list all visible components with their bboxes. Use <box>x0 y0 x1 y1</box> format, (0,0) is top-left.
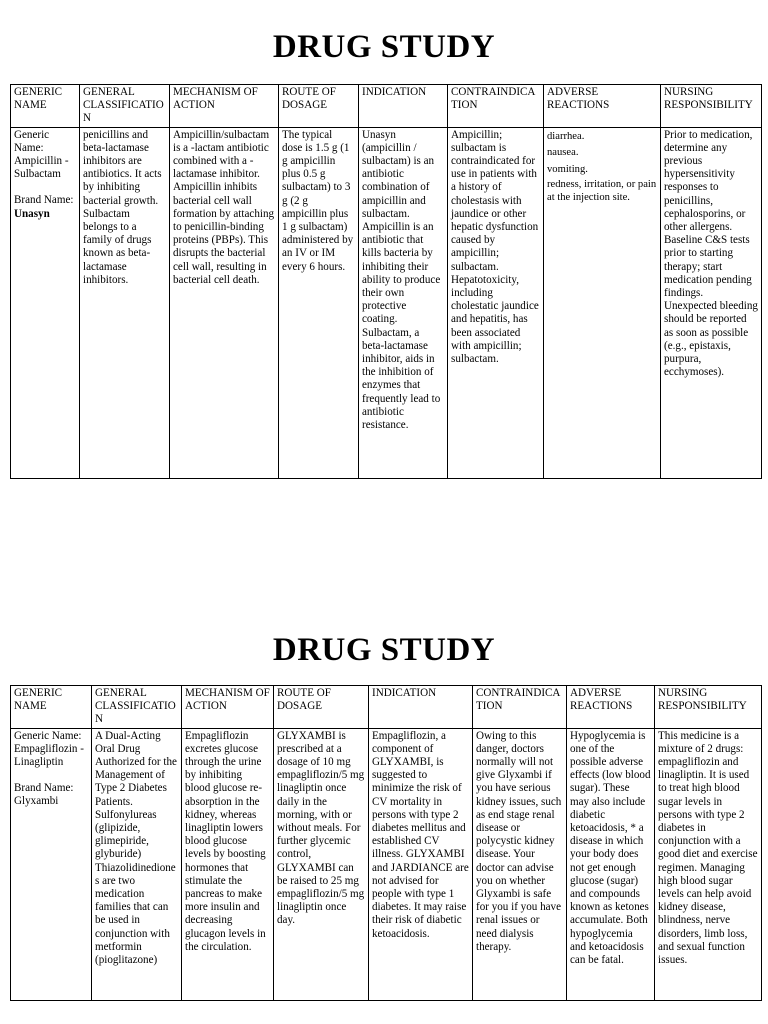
brand-name-value: Glyxambi <box>14 795 59 808</box>
cell-generic-name <box>11 728 92 1000</box>
header-generic-name: GENERIC NAME <box>11 686 92 729</box>
brand-name-label: Brand Name: <box>14 194 74 207</box>
header-adverse: ADVERSE REACTIONS <box>544 85 661 128</box>
header-mechanism: MECHANISM OF ACTION <box>170 85 279 128</box>
cell-classification: penicillins and beta-lactamase inhibitors are antibiotics. It acts by inhibiting bacterial growth. Sulbactam belongs to a family of drugs known as beta-lactamase inhibitors. <box>80 127 170 478</box>
header-nursing: NURSING RESPONSIBILITY <box>655 686 762 729</box>
header-classification: GENERAL CLASSIFICATION <box>80 85 170 128</box>
drug-study-table <box>10 84 762 479</box>
header-indication: INDICATION <box>359 85 448 128</box>
cell-generic-name <box>11 127 80 478</box>
adverse-item: vomiting. <box>547 163 588 175</box>
header-mechanism: MECHANISM OF ACTION <box>182 686 274 729</box>
cell-indication: Unasyn (ampicillin / sulbactam) is an antibiotic combination of ampicillin and sulbactam. Ampicillin is an antibiotic that kills bacteria by inhibiting their ability to produce their own protective coating. Sulbactam, a beta-lactamase inhibitor, aids in the inhibition of enzymes that frequently lead to antibiotic resistance. <box>359 127 448 478</box>
header-route: ROUTE OF DOSAGE <box>274 686 369 729</box>
brand-name-value: Unasyn <box>14 207 50 220</box>
cell-nursing: This medicine is a mixture of 2 drugs: empagliflozin and linagliptin. It is used to treat high blood sugar levels in persons with type 2 diabetes in conjunction with a good diet and exercise regimen. Managing high blood sugar levels can help avoid kidney disease, blindness, nerve disorders, limb loss, and sexual function issues. <box>655 728 762 1000</box>
header-generic-name: GENERIC NAME <box>11 85 80 128</box>
cell-classification: A Dual-Acting Oral Drug Authorized for the Management of Type 2 Diabetes Patients. Sulfonylureas (glipizide, glimepiride, glyburide) Thiazolidinediones are two medication families that can be used in conjunction with metformin (pioglitazone) <box>92 728 182 1000</box>
cell-indication: Empagliflozin, a component of GLYXAMBI, is suggested to minimize the risk of CV mortality in persons with type 2 diabetes mellitus and established CV illness. GLYXAMBI and JARDIANCE are not advised for people with type 1 diabetes. It may raise their risk of diabetic ketoacidosis. <box>369 728 473 1000</box>
header-contraindication: CONTRAINDICATION <box>448 85 544 128</box>
header-row <box>11 686 762 729</box>
cell-contraindication: Owing to this danger, doctors normally will not give Glyxambi if you have serious kidney issues, such as end stage renal disease or polycystic kidney disease. Your doctor can advise you on whether Glyxambi is safe for you if you have renal issues or need dialysis therapy. <box>473 728 567 1000</box>
header-contraindication: CONTRAINDICATION <box>473 686 567 729</box>
adverse-item: nausea. <box>547 147 579 159</box>
generic-name-text: Generic Name: Ampicillin - Sulbactam <box>14 128 69 181</box>
page-title: DRUG STUDY <box>272 632 496 668</box>
cell-mechanism: Ampicillin/sulbactam is a -lactam antibiotic combined with a -lactamase inhibitor. Ampicillin inhibits bacterial cell wall formation by attaching to penicillin-binding proteins (PBPs). This disrupts the bacterial cell wall, resulting in bacterial cell death. <box>170 127 279 478</box>
cell-adverse <box>544 127 661 478</box>
generic-name-text: Generic Name: Empagliflozin - Linagliptin <box>14 729 84 769</box>
header-indication: INDICATION <box>369 686 473 729</box>
header-route: ROUTE OF DOSAGE <box>279 85 359 128</box>
header-adverse: ADVERSE REACTIONS <box>567 686 655 729</box>
cell-contraindication: Ampicillin; sulbactam is contraindicated for use in patients with a history of cholestasis with jaundice or other hepatic dysfunction caused by ampicillin; sulbactam. Hepatotoxicity, including cholestatic jaundice and hepatitis, has been associated with ampicillin; sulbactam. <box>448 127 544 478</box>
header-classification: GENERAL CLASSIFICATION <box>92 686 182 729</box>
table-row <box>11 127 762 478</box>
cell-route: The typical dose is 1.5 g (1 g ampicillin plus 0.5 g sulbactam) to 3 g (2 g ampicillin plus 1 g sulbactam) administered by an IV or IM every 6 hours. <box>279 127 359 478</box>
drug-study-table <box>10 685 762 1001</box>
cell-route: GLYXAMBI is prescribed at a dosage of 10 mg empagliflozin/5 mg linagliptin once daily in the morning, with or without meals. For further glycemic control, GLYXAMBI can be raised to 25 mg empagliflozin/5 mg linagliptin once day. <box>274 728 369 1000</box>
adverse-item: diarrhea. <box>547 130 585 142</box>
adverse-item: redness, irritation, or pain at the injection site. <box>547 179 657 204</box>
brand-name-label: Brand Name: <box>14 782 74 795</box>
page-title: DRUG STUDY <box>272 29 496 65</box>
cell-nursing: Prior to medication, determine any previous hypersensitivity responses to penicillins, cephalosporins, or other allergens. Baseline C&S tests prior to starting therapy; start medication pending findings. Unexpected bleeding should be reported as soon as possible (e.g., epistaxis, purpura, ecchymoses). <box>661 127 762 478</box>
header-row <box>11 85 762 128</box>
table-row <box>11 728 762 1000</box>
cell-adverse: Hypoglycemia is one of the possible adverse effects (low blood sugar). These may also include diabetic ketoacidosis, * a disease in which your body does not get enough glucose (sugar) and compounds known as ketones accumulate. Both hypoglycemia and ketoacidosis can be fatal. <box>567 728 655 1000</box>
cell-mechanism: Empagliflozin excretes glucose through the urine by inhibiting blood glucose re-absorption in the kidney, whereas linagliptin lowers blood glucose levels by boosting hormones that stimulate the pancreas to make more insulin and decreasing glucagon levels in the circulation. <box>182 728 274 1000</box>
header-nursing: NURSING RESPONSIBILITY <box>661 85 762 128</box>
